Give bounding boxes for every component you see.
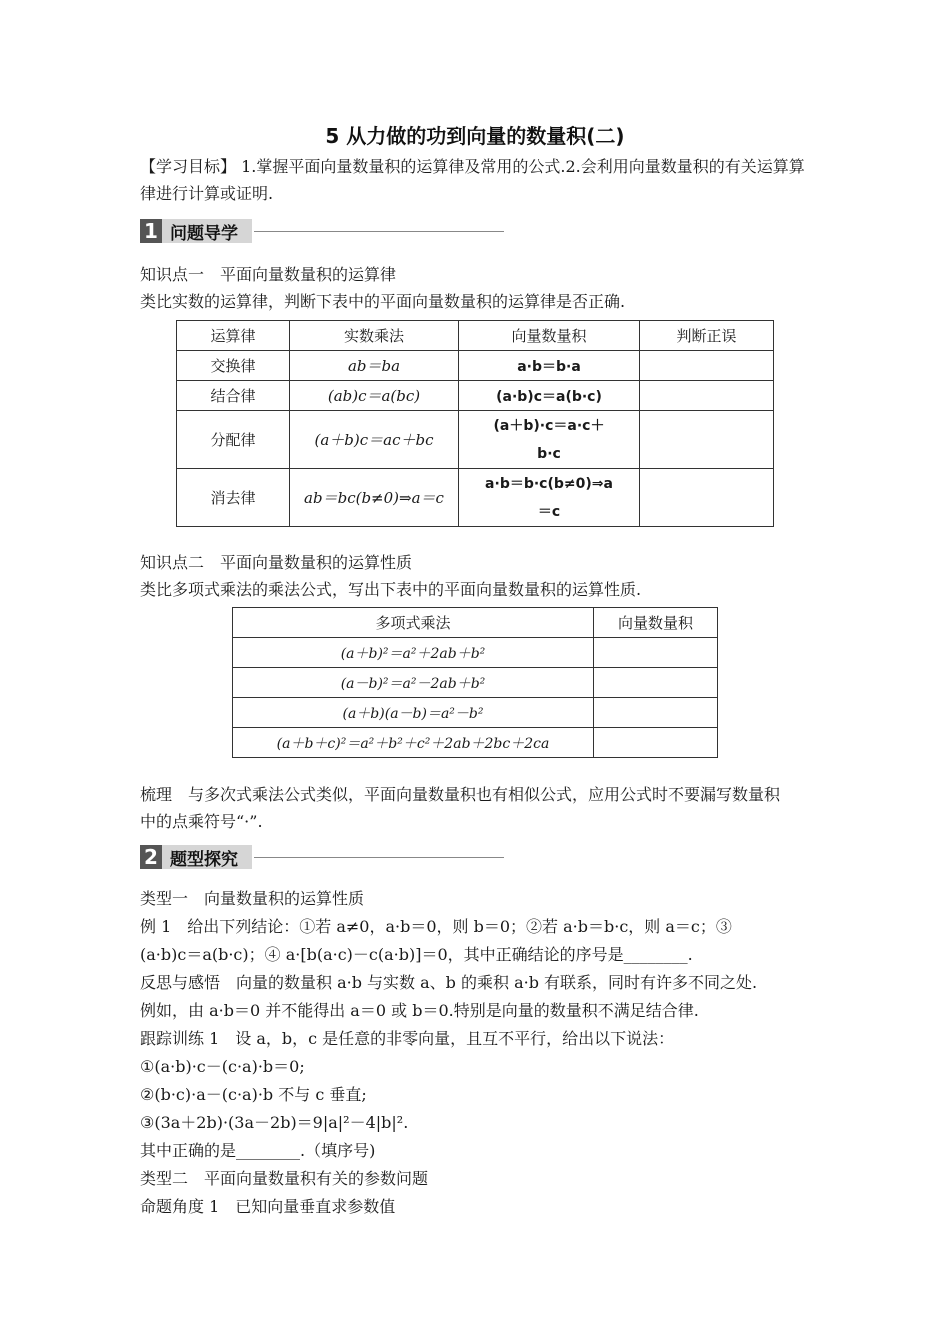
section-number: 2	[140, 845, 162, 869]
type2-heading: 类型二 平面向量数量积有关的参数问题	[140, 1169, 429, 1188]
operation-laws-table	[176, 320, 774, 527]
table-cell: (a－b)²＝a²－2ab＋b²	[233, 668, 594, 698]
practice1-item2: ②(b·c)·a－(c·a)·b 不与 c 垂直;	[140, 1085, 367, 1104]
cell-line: (a＋b)·c＝a·c＋	[493, 417, 605, 434]
answer-cell	[594, 638, 718, 668]
kp2-heading: 知识点二 平面向量数量积的运算性质	[140, 553, 413, 572]
table-cell: (a＋b)c＝ac＋bc	[290, 411, 459, 469]
table-row	[233, 698, 718, 728]
properties-table	[232, 607, 718, 758]
table-header-cell: 向量数量积	[594, 608, 718, 638]
table-cell: (ab)c＝a(bc)	[290, 381, 459, 411]
table-header-cell: 运算律	[177, 321, 290, 351]
table-row	[233, 668, 718, 698]
table-cell: (a＋b)²＝a²＋2ab＋b²	[233, 638, 594, 668]
table-cell: 交换律	[177, 351, 290, 381]
table-row	[177, 381, 774, 411]
table-row	[233, 728, 718, 758]
section-number: 1	[140, 219, 162, 243]
answer-cell	[640, 381, 774, 411]
practice1-item1: ①(a·b)·c－(c·a)·b＝0;	[140, 1057, 305, 1076]
table-cell: 消去律	[177, 469, 290, 527]
answer-cell	[594, 668, 718, 698]
kp1-desc: 类比实数的运算律，判断下表中的平面向量数量积的运算律是否正确.	[140, 292, 626, 311]
example1-line1: 例 1 给出下列结论：①若 a≠0，a·b＝0，则 b＝0；②若 a·b＝b·c，则 a＝c；③	[140, 917, 732, 936]
table-cell: (a＋b)(a－b)＝a²－b²	[233, 698, 594, 728]
table-cell: 结合律	[177, 381, 290, 411]
page-title: 5 从力做的功到向量的数量积(二)	[325, 124, 625, 148]
goals-line1: 1.掌握平面向量数量积的运算律及常用的公式.2.会利用向量数量积的有关运算算	[236, 157, 805, 176]
cell-line: ＝c	[537, 503, 561, 520]
table-header-cell: 实数乘法	[290, 321, 459, 351]
reflection-line2: 例如，由 a·b＝0 并不能得出 a＝0 或 b＝0.特别是向量的数量积不满足结合律.	[140, 1001, 699, 1020]
section-label: 问题导学	[162, 219, 252, 243]
table-cell: ab＝bc(b≠0)⇒a＝c	[290, 469, 459, 527]
kp2-desc: 类比多项式乘法的乘法公式，写出下表中的平面向量数量积的运算性质.	[140, 580, 642, 599]
table-cell: 分配律	[177, 411, 290, 469]
table-header-row	[233, 608, 718, 638]
summary-line1: 梳理 与多次式乘法公式类似，平面向量数量积也有相似公式，应用公式时不要漏写数量积	[140, 785, 781, 804]
example1-line2: (a·b)c＝a(b·c)；④ a·[b(a·c)－c(a·b)]＝0，其中正确结论的序号是________.	[140, 945, 693, 964]
section-label: 题型探究	[162, 845, 252, 869]
table-row	[177, 351, 774, 381]
table-cell: a·b＝b·a	[459, 351, 640, 381]
section-rule	[254, 857, 504, 858]
cell-line: a·b＝b·c(b≠0)⇒a	[485, 475, 613, 492]
goals-line2: 律进行计算或证明.	[140, 184, 274, 203]
angle1-heading: 命题角度 1 已知向量垂直求参数值	[140, 1197, 396, 1216]
practice1-question: 其中正确的是________.（填序号)	[140, 1141, 376, 1160]
cell-line: b·c	[537, 445, 561, 462]
section-header-1	[140, 218, 504, 244]
learning-goals	[140, 154, 820, 180]
type1-heading: 类型一 向量数量积的运算性质	[140, 889, 365, 908]
table-header-cell: 多项式乘法	[233, 608, 594, 638]
summary-line2: 中的点乘符号“·”.	[140, 812, 263, 831]
practice1-item3: ③(3a＋2b)·(3a－2b)＝9|a|²－4|b|².	[140, 1113, 409, 1132]
table-row	[177, 411, 774, 469]
practice1-intro: 跟踪训练 1 设 a，b，c 是任意的非零向量，且互不平行，给出以下说法：	[140, 1029, 675, 1048]
section-header-2	[140, 844, 504, 870]
answer-cell	[640, 469, 774, 527]
goals-label: 【学习目标】	[140, 157, 237, 176]
section-rule	[254, 231, 504, 232]
table-cell	[459, 469, 640, 527]
table-header-row	[177, 321, 774, 351]
reflection-line1: 反思与感悟 向量的数量积 a·b 与实数 a、b 的乘积 a·b 有联系，同时有许多不同之处.	[140, 973, 758, 992]
table-row	[177, 469, 774, 527]
table-cell: (a·b)c＝a(b·c)	[459, 381, 640, 411]
table-header-cell: 判断正误	[640, 321, 774, 351]
table-cell: (a＋b＋c)²＝a²＋b²＋c²＋2ab＋2bc＋2ca	[233, 728, 594, 758]
answer-cell	[640, 351, 774, 381]
table-cell: ab＝ba	[290, 351, 459, 381]
answer-cell	[594, 698, 718, 728]
answer-cell	[594, 728, 718, 758]
answer-cell	[640, 411, 774, 469]
table-row	[233, 638, 718, 668]
table-cell	[459, 411, 640, 469]
kp1-heading: 知识点一 平面向量数量积的运算律	[140, 265, 397, 284]
table-header-cell: 向量数量积	[459, 321, 640, 351]
